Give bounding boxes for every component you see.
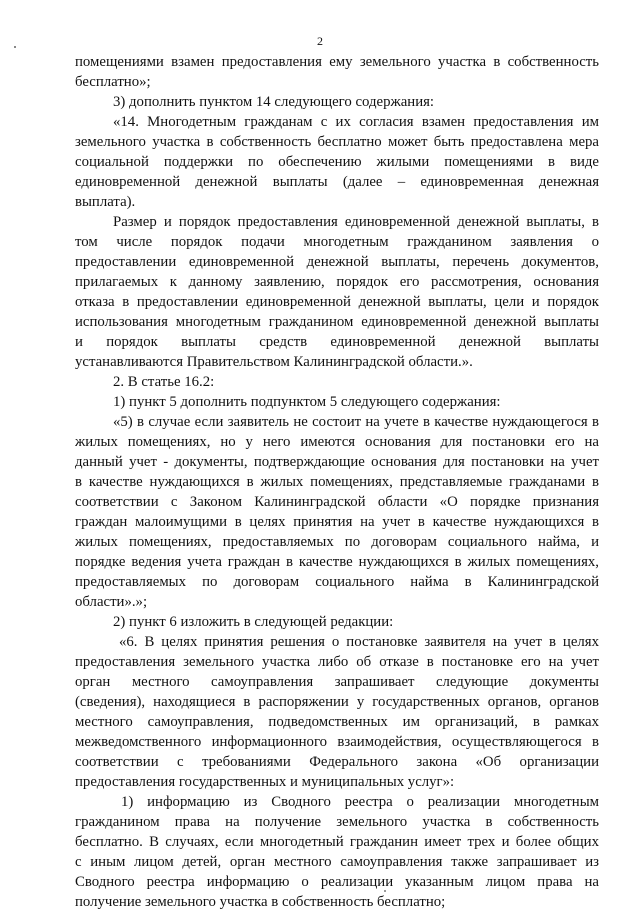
text-line: использования многодетным гражданином единовременной денежной выплаты [75,314,599,330]
text-line: 3) дополнить пунктом 14 следующего содержания: [113,94,435,110]
text-line: Сводного реестра информацию о реализации указанным лицом права на [75,874,599,890]
text-line: предоставляемых по договорам социального найма в Калининградской [75,574,599,590]
text-line: «14. Многодетным гражданам с их согласия взамен предоставления им [113,114,599,130]
text-line: области».»; [75,594,148,610]
document-body [75,52,599,912]
text-line: местного самоуправления, подведомственных им организаций, в рамках [75,714,599,730]
text-line: бесплатно. В случаях, если многодетный гражданин имеет трех и более общих [75,834,599,850]
text-line: жилых помещениях, но у него имеются основания для постановки его на [75,434,599,450]
text-line: жилых помещениях, предоставляемых по договорам социального найма, и [75,534,599,550]
text-line: 2) пункт 6 изложить в следующей редакции: [113,614,394,630]
text-line: получение земельного участка в собственность бесплатно; [75,894,446,910]
text-line: бесплатно»; [75,74,151,90]
text-line: 1) информацию из Сводного реестра о реализации многодетным [121,794,599,810]
text-line: прилагаемых к данному заявлению, порядок его рассмотрения, основания [75,274,599,290]
text-line: 2. В статье 16.2: [113,374,215,390]
text-line: 1) пункт 5 дополнить подпунктом 5 следующего содержания: [113,394,501,410]
text-line: данный учет - документы, подтверждающие основания для постановки на учет [75,454,599,470]
text-line: порядке ведения учета граждан в качестве нуждающихся в жилых помещениях, [75,554,599,570]
text-line: предоставления государственных и муниципальных услуг»: [75,774,455,790]
text-line: социальной поддержки по обеспечению жилыми помещениями в виде [75,154,599,170]
text-line: гражданином права на получение земельного участка в собственность [75,814,599,830]
text-line: соответствии с требованиями Федерального закона «Об организации [75,754,599,770]
text-line: с иным лицом детей, орган местного самоуправления также запрашивает из [75,854,599,870]
text-line: выплата). [75,194,136,210]
text-line: Размер и порядок предоставления единовременной денежной выплаты, в [113,214,599,230]
text-line: единовременной денежной выплаты (далее – единовременная денежная [75,174,599,190]
text-line: устанавливаются Правительством Калининградской области.». [75,354,473,370]
text-line: в качестве нуждающихся в жилых помещениях, представляемые гражданами в [75,474,599,490]
text-line: (сведения), находящиеся в распоряжении у государственных органов, органов [75,694,599,710]
text-line: «5) в случае если заявитель не состоит на учете в качестве нуждающегося в [113,414,599,430]
text-line: предоставлении единовременной денежной выплаты, перечень документов, [75,254,599,270]
text-line: отказа в предоставлении единовременной денежной выплаты, цели и порядок [75,294,599,310]
text-line: межведомственного информационного взаимодействия, осуществляющегося в [75,734,599,750]
text-line: помещениями взамен предоставления ему земельного участка в собственность [75,54,599,70]
page-number: 2 [317,34,323,48]
text-line: предоставления земельного участка либо об отказе в постановке его на учет [75,654,599,670]
text-line: граждан малоимущими в целях принятия на учет в качестве нуждающихся в [75,514,599,530]
text-line: «6. В целях принятия решения о постановке заявителя на учет в целях [119,634,599,650]
text-line: том числе порядок подачи многодетным гражданином заявления о [75,234,599,250]
scan-speck [384,890,386,892]
text-line: и порядок выплаты средств единовременной денежной выплаты [75,334,599,350]
text-line: орган местного самоуправления запрашивает следующие документы [75,674,599,690]
text-line: соответствии с Законом Калининградской области «О порядке признания [75,494,599,510]
text-line: земельного участка в собственность бесплатно может быть предоставлена мера [75,134,599,150]
